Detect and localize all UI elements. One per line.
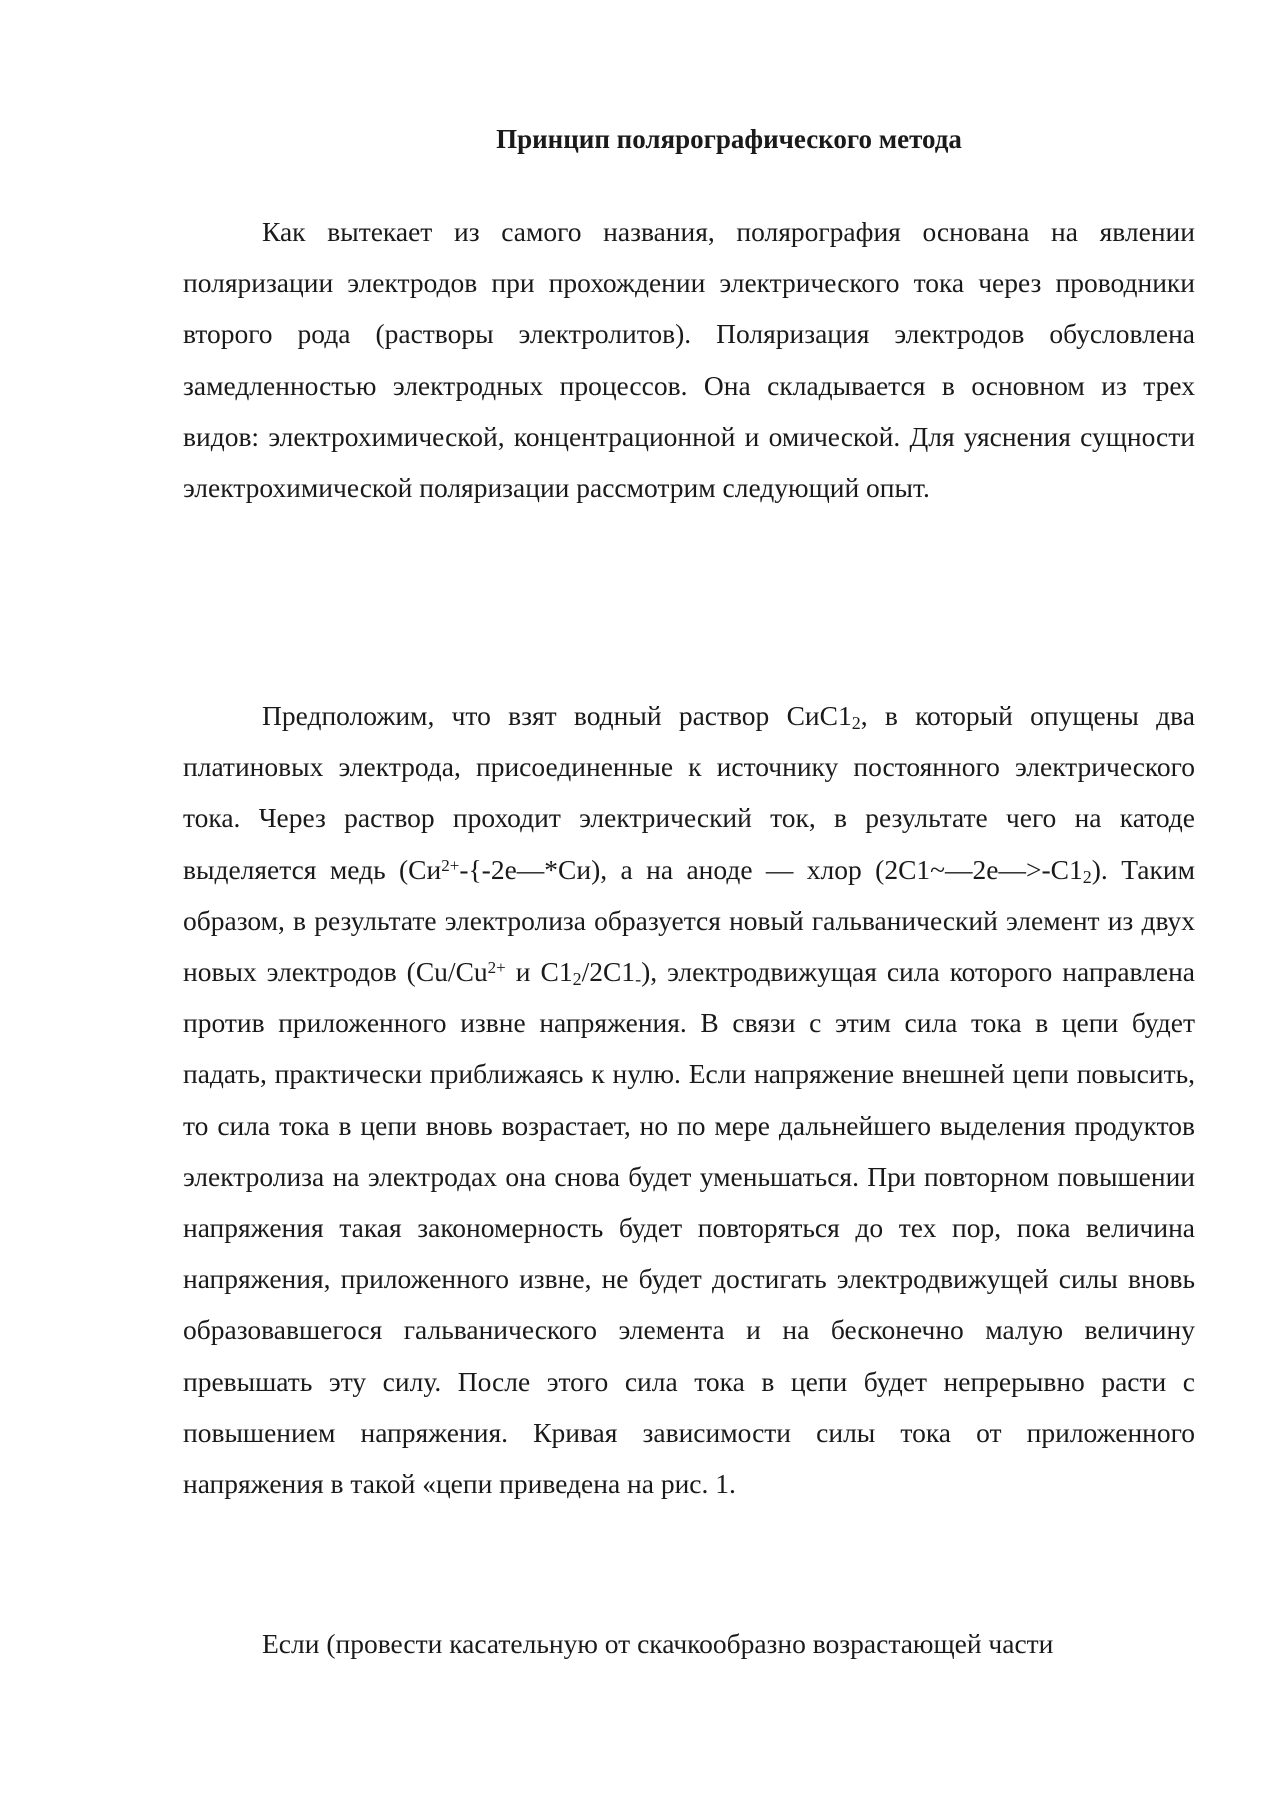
text-segment: /2С1 <box>581 956 636 988</box>
text-segment: -{-2е—*Си), а на аноде — хлор (2С1~—2е—>-С1 <box>459 853 1083 885</box>
superscript: 2+ <box>487 958 506 978</box>
paragraph-intro: Как вытекает из самого названия, полярография основана на явлении поляризации электродов при прохождении электрического тока через проводники второго рода (растворы электролитов). Поляризация электродов обусловлена замедленностью электродных процессов. Она складывается в основном из трех видов: электрохимической, концентрационной и омической. Для уяснения сущности электрохимической поляризации рассмотрим следующий опыт. <box>183 216 1195 504</box>
subscript: - <box>635 969 642 990</box>
subscript: 2 <box>851 713 861 733</box>
text-segment: ), электродвижущая сила которого направлена против приложенного извне напряжения. В связи с этим сила тока в цепи будет падать, практически приближаясь к нулю. Если напряжение внешней цепи повысить, то сила тока в цепи вновь возрастает, но по мере дальнейшего выделения продуктов электролиза на электродах она снова будет уменьшаться. При повторном повышении напряжения такая закономерность будет повторяться до тех пор, пока величина напряжения, приложенного извне, не будет достигать электродвижущей силы вновь образовавшегося гальванического элемента и на бесконечно малую величину превышать эту силу. После этого сила тока в цепи будет непрерывно расти с повышением напряжения. Кривая зависимости силы тока от приложенного напряжения в такой «цепи приведена на рис. 1. <box>183 956 1195 1500</box>
subscript: 2 <box>572 969 582 990</box>
paragraph-continuation: Если (провести касательную от скачкообразно возрастающей части <box>262 1628 1054 1659</box>
text-segment: ). Таким образом, в результате электролиза образуется новый гальванический элемент из двух новых электродов (Cu/Cu <box>183 853 1195 988</box>
superscript: 2+ <box>441 855 460 875</box>
paragraph-experiment <box>183 690 1195 1509</box>
text-segment: и С1 <box>505 956 573 988</box>
text-segment: , в который опущены два платиновых электрода, присоединенные к источнику постоянного электрического тока. Через раствор проходит электрический ток, в результате чего на катоде выделяется медь (Си <box>183 700 1195 885</box>
text-segment: Предположим, что взят водный раствор СиС1 <box>262 700 852 731</box>
document-title: Принцип полярографического метода <box>496 124 962 154</box>
subscript: 2 <box>1082 866 1092 887</box>
